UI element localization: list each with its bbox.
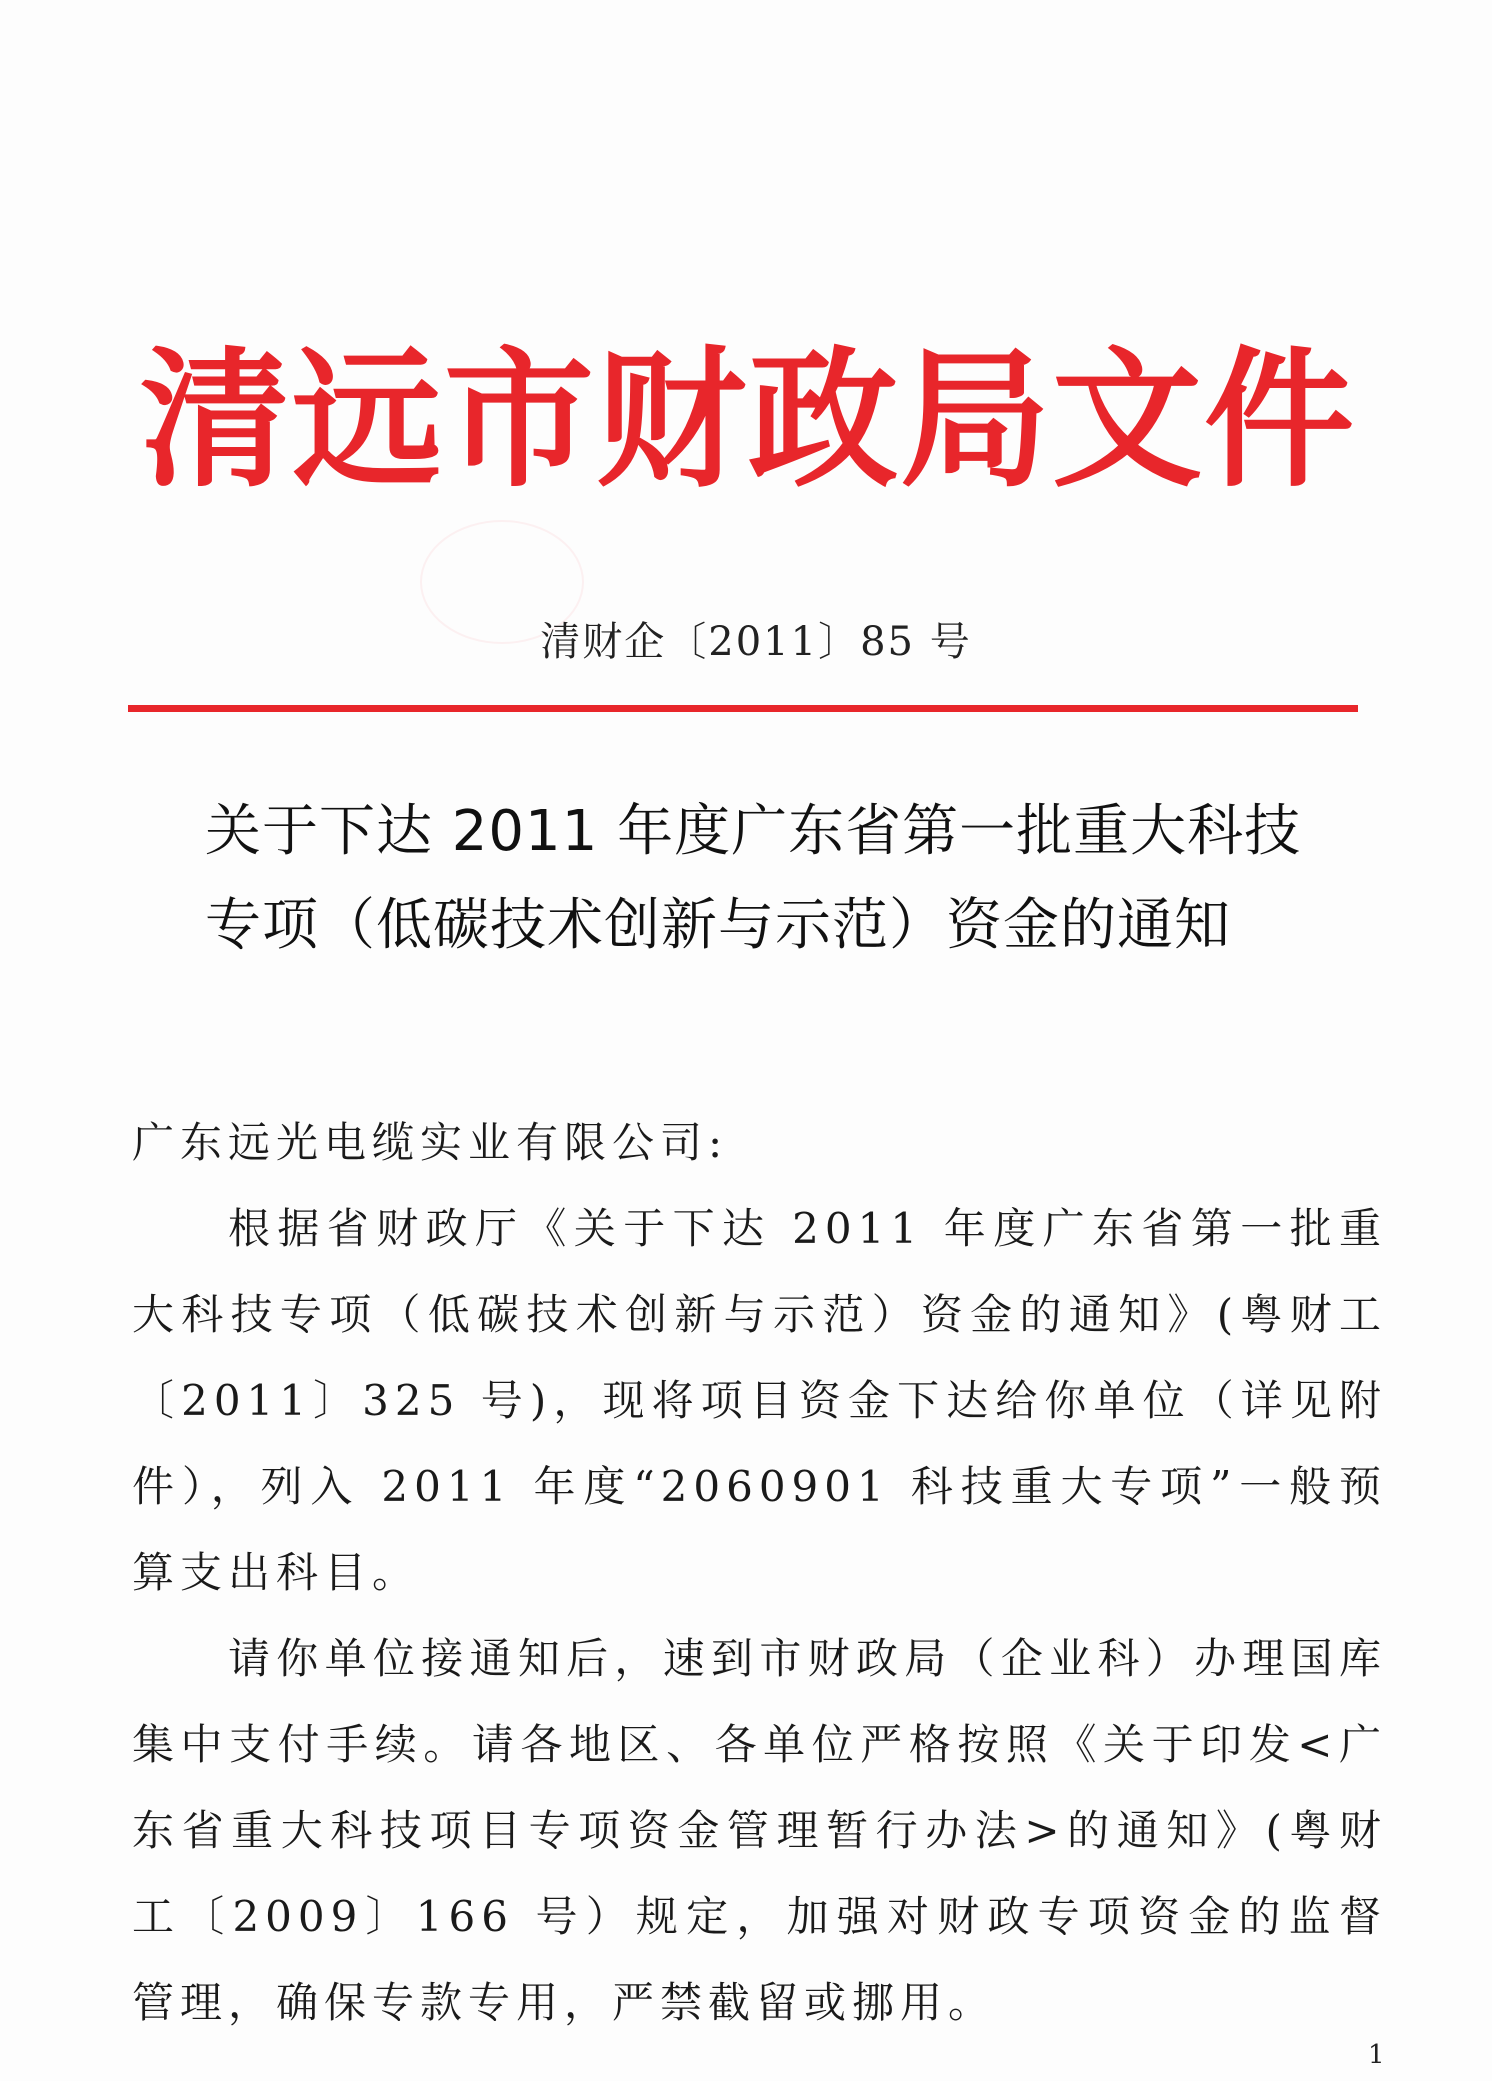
notice-body xyxy=(132,1100,1387,2046)
notice-title-line-2: 专项（低碳技术创新与示范）资金的通知 xyxy=(205,893,1231,958)
notice-title xyxy=(205,785,1355,973)
body-paragraph-2: 请你单位接通知后，速到市财政局（企业科）办理国库集中支付手续。请各地区、各单位严格按照《关于印发<广东省重大科技项目专项资金管理暂行办法>的通知》(粤财工〔2009〕166 号）规定，加强对财政专项资金的监督管理，确保专款专用，严禁截留或挪用。 xyxy=(132,1634,1387,2027)
page-number: 1 xyxy=(1368,2040,1385,2070)
issuer-header-title: 清远市财政局文件 xyxy=(140,332,1357,508)
body-paragraph-1: 根据省财政厅《关于下达 2011 年度广东省第一批重大科技专项（低碳技术创新与示范）资金的通知》(粤财工〔2011〕325 号)，现将项目资金下达给你单位（详见附件），列入 2011 年度“2060901 科技重大专项”一般预算支出科目。 xyxy=(132,1204,1387,1597)
document-number: 清财企〔2011〕85 号 xyxy=(540,619,972,665)
notice-title-line-1: 关于下达 2011 年度广东省第一批重大科技 xyxy=(205,799,1302,864)
addressee: 广东远光电缆实业有限公司: xyxy=(132,1118,729,1167)
red-separator-line xyxy=(128,705,1358,712)
